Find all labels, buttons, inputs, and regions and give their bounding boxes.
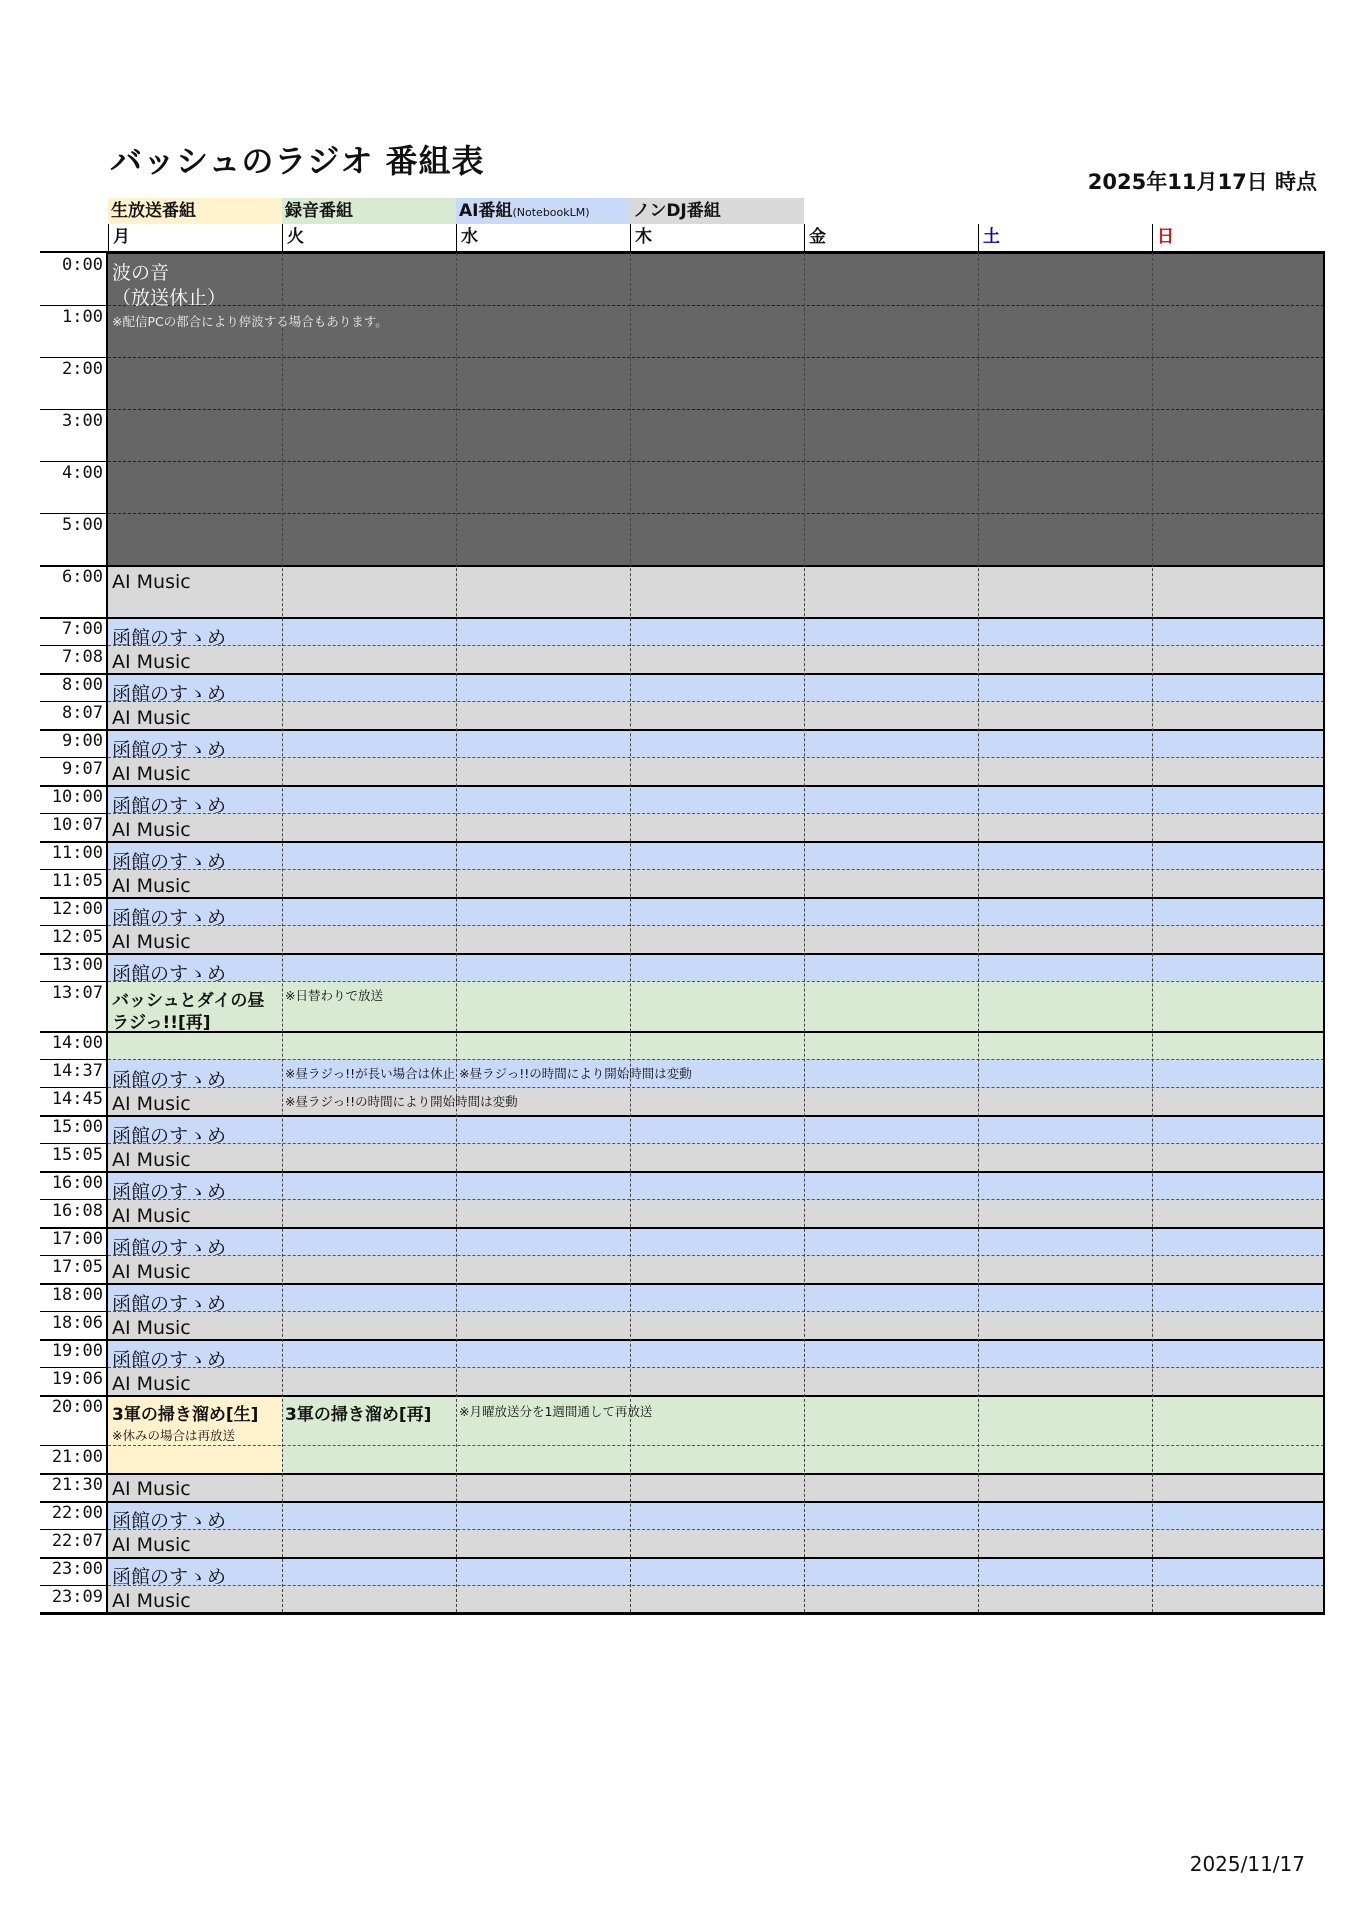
grid-row-line: [108, 1283, 1324, 1285]
time-label: 20:00: [51, 1397, 103, 1417]
time-row-line: [40, 1612, 108, 1615]
grid-row-line: [108, 1445, 1324, 1446]
time-label: 3:00: [62, 411, 103, 431]
grid-bottom-line: [108, 1612, 1324, 1615]
time-label: 23:00: [51, 1559, 103, 1579]
grid-row-line: [108, 841, 1324, 843]
day-label-sat: 土: [983, 227, 1000, 247]
program-ai-music-0708: AI Music: [112, 651, 191, 673]
time-label: 10:00: [51, 787, 103, 807]
time-label: 0:00: [62, 255, 103, 275]
grid-row-line: [108, 617, 1324, 619]
time-row-line: [40, 617, 108, 619]
grid-row-line: [108, 1501, 1324, 1503]
time-row-line: [40, 1311, 108, 1312]
grid-row-line: [108, 981, 1324, 982]
time-row-line: [40, 953, 108, 955]
program-ai-music-1205: AI Music: [112, 931, 191, 953]
hiru-note: ※日替わりで放送: [285, 988, 383, 1003]
time-label: 17:00: [51, 1229, 103, 1249]
program-ai-music-1445: AI Music: [112, 1093, 191, 1115]
time-label: 9:07: [62, 759, 103, 779]
program-hakodate-2300: 函館のすゝめ: [112, 1566, 227, 1588]
day-col-line: [804, 253, 805, 1612]
time-row-line: [40, 1227, 108, 1229]
time-label: 19:06: [51, 1369, 103, 1389]
schedule-band: [108, 1199, 1324, 1227]
day-label: 火: [287, 227, 304, 247]
grid-row-line: [108, 1585, 1324, 1586]
grid-row-line: [108, 1367, 1324, 1368]
grid-row-line: [108, 813, 1324, 814]
schedule-band: [108, 1311, 1324, 1339]
time-row-line: [40, 1367, 108, 1368]
time-row-line: [40, 1255, 108, 1256]
grid-row-line: [108, 925, 1324, 926]
grid-row-line: [108, 869, 1324, 870]
program-ai-music-0907: AI Music: [112, 763, 191, 785]
time-label: 12:05: [51, 927, 103, 947]
time-row-line: [40, 701, 108, 702]
time-row-line: [40, 565, 108, 567]
schedule-band: [108, 701, 1324, 729]
time-label: 17:05: [51, 1257, 103, 1277]
schedule-band: [108, 645, 1324, 673]
program-sangun-live: 3軍の掃き溜め[生]: [112, 1405, 259, 1425]
time-row-line: [40, 1059, 108, 1060]
grid-row-line: [108, 1143, 1324, 1144]
grid-row-line: [108, 565, 1324, 567]
program-hakodate-1000: 函館のすゝめ: [112, 795, 227, 817]
time-row-line: [40, 981, 108, 982]
program-hakodate-2200: 函館のすゝめ: [112, 1510, 227, 1532]
time-row-line: [40, 1031, 108, 1033]
time-label: 18:00: [51, 1285, 103, 1305]
program-hakodate-1600: 函館のすゝめ: [112, 1181, 227, 1203]
legend-ai-label: AI番組: [459, 201, 513, 221]
time-label: 8:00: [62, 675, 103, 695]
time-label: 22:00: [51, 1503, 103, 1523]
grid-row-line: [108, 1557, 1324, 1559]
time-row-line: [40, 1115, 108, 1117]
program-ai-music-0600: AI Music: [112, 571, 191, 593]
time-label: 4:00: [62, 463, 103, 483]
time-row-line: [40, 841, 108, 843]
grid-row-line: [108, 305, 1324, 306]
schedule-band: [108, 757, 1324, 785]
time-label: 7:08: [62, 647, 103, 667]
grid-row-line: [108, 357, 1324, 358]
program-ai-music-1505: AI Music: [112, 1149, 191, 1171]
day-label: 水: [461, 227, 478, 247]
legend-live-label: 生放送番組: [111, 201, 196, 221]
time-row-line: [40, 1283, 108, 1285]
schedule-band: [108, 1473, 1324, 1501]
schedule-band: [108, 1367, 1324, 1395]
program-ai-music-2130: AI Music: [112, 1478, 191, 1500]
time-label: 19:00: [51, 1341, 103, 1361]
legend-nondj-label: ノンDJ番組: [633, 201, 721, 221]
grid-row-line: [108, 785, 1324, 787]
program-wave-sound-sub: （放送休止）: [112, 287, 227, 309]
time-row-line: [40, 1445, 108, 1446]
time-row-line: [40, 305, 108, 306]
as-of-date: 2025年11月17日 時点: [1087, 170, 1317, 194]
grid-row-line: [108, 645, 1324, 646]
note-1445: ※昼ラジっ!!の時間により開始時間は変動: [285, 1094, 518, 1109]
wave-note: ※配信PCの都合により停波する場合もあります。: [112, 314, 388, 329]
time-label: 13:00: [51, 955, 103, 975]
time-row-line: [40, 813, 108, 814]
schedule-band: [108, 1339, 1324, 1367]
schedule-band: [108, 1585, 1324, 1613]
schedule-band: [108, 813, 1324, 841]
day-label: 月: [113, 227, 130, 247]
schedule-band: [108, 897, 1324, 925]
program-hakodate-1200: 函館のすゝめ: [112, 907, 227, 929]
program-ai-music-0807: AI Music: [112, 707, 191, 729]
time-row-line: [40, 1339, 108, 1341]
time-col-border: [106, 251, 108, 1615]
grid-row-line: [108, 729, 1324, 731]
schedule-band: [108, 617, 1324, 645]
schedule-band: [108, 729, 1324, 757]
time-row-line: [40, 1087, 108, 1088]
time-row-line: [40, 357, 108, 358]
program-ai-music-2207: AI Music: [112, 1534, 191, 1556]
grid-row-line: [108, 1473, 1324, 1475]
program-ai-music-1806: AI Music: [112, 1317, 191, 1339]
time-label: 22:07: [51, 1531, 103, 1551]
schedule-band: [108, 869, 1324, 897]
day-col-line: [282, 253, 283, 1612]
time-label: 21:30: [51, 1475, 103, 1495]
day-label: 金: [809, 227, 826, 247]
grid-row-line: [108, 1255, 1324, 1256]
grid-row-line: [108, 757, 1324, 758]
day-col-line: [978, 253, 979, 1612]
sangun-rerun-note: ※月曜放送分を1週間通して再放送: [459, 1404, 653, 1419]
grid-row-line: [108, 1199, 1324, 1200]
program-ai-music-1608: AI Music: [112, 1205, 191, 1227]
grid-row-line: [108, 897, 1324, 899]
time-label: 13:07: [51, 983, 103, 1003]
time-row-line: [40, 1529, 108, 1530]
program-hakodate-0700: 函館のすゝめ: [112, 627, 227, 649]
time-label: 9:00: [62, 731, 103, 751]
grid-row-line: [108, 701, 1324, 702]
time-label: 15:00: [51, 1117, 103, 1137]
time-label: 23:09: [51, 1587, 103, 1607]
schedule-band: [108, 1529, 1324, 1557]
program-hakodate-1900: 函館のすゝめ: [112, 1349, 227, 1371]
time-label: 21:00: [51, 1447, 103, 1467]
time-row-line: [40, 1473, 108, 1475]
time-label: 16:08: [51, 1201, 103, 1221]
time-label: 11:05: [51, 871, 103, 891]
grid-row-line: [108, 1031, 1324, 1033]
program-hakodate-1800: 函館のすゝめ: [112, 1293, 227, 1315]
day-label-sun: 日: [1157, 227, 1174, 247]
grid-row-line: [108, 953, 1324, 955]
schedule-band: [108, 953, 1324, 981]
time-row-line: [40, 645, 108, 646]
time-label: 12:00: [51, 899, 103, 919]
schedule-band: [108, 1227, 1324, 1255]
time-row-line: [40, 897, 108, 899]
grid-row-line: [108, 1115, 1324, 1117]
grid-row-line: [108, 1059, 1324, 1060]
schedule-band: [108, 925, 1324, 953]
time-row-line: [40, 251, 108, 253]
legend-ai-sub: (NotebookLM): [512, 206, 590, 219]
schedule-band: [108, 673, 1324, 701]
schedule-band: [108, 1143, 1324, 1171]
program-hakodate-1300: 函館のすゝめ: [112, 963, 227, 985]
program-ai-music-1705: AI Music: [112, 1261, 191, 1283]
time-label: 2:00: [62, 359, 103, 379]
grid-row-line: [108, 1171, 1324, 1173]
time-label: 14:37: [51, 1061, 103, 1081]
time-row-line: [40, 869, 108, 870]
day-label: 木: [635, 227, 652, 247]
note-1437: ※昼ラジっ!!が長い場合は休止 ※昼ラジっ!!の時間により開始時間は変動: [285, 1066, 692, 1081]
grid-row-line: [108, 409, 1324, 410]
program-hakodate-1100: 函館のすゝめ: [112, 851, 227, 873]
time-row-line: [40, 461, 108, 462]
program-hakodate-1437: 函館のすゝめ: [112, 1069, 227, 1091]
grid-top-line: [108, 251, 1324, 254]
program-hakodate-1500: 函館のすゝめ: [112, 1125, 227, 1147]
program-hakodate-0900: 函館のすゝめ: [112, 739, 227, 761]
time-row-line: [40, 673, 108, 675]
time-label: 6:00: [62, 567, 103, 587]
time-row-line: [40, 1557, 108, 1559]
sangun-live-note: ※休みの場合は再放送: [112, 1428, 235, 1443]
time-label: 15:05: [51, 1145, 103, 1165]
schedule-band: [108, 785, 1324, 813]
schedule-band: [108, 1557, 1324, 1585]
time-label: 8:07: [62, 703, 103, 723]
schedule-band: [108, 841, 1324, 869]
schedule-band: [108, 1171, 1324, 1199]
legend-recorded-label: 録音番組: [285, 201, 353, 221]
grid-row-line: [108, 1529, 1324, 1530]
time-row-line: [40, 785, 108, 787]
program-ai-music-1906: AI Music: [112, 1373, 191, 1395]
grid-row-line: [108, 461, 1324, 462]
time-label: 18:06: [51, 1313, 103, 1333]
grid-row-line: [108, 1395, 1324, 1397]
schedule-band: [108, 1255, 1324, 1283]
schedule-band: [108, 565, 1324, 617]
program-hiru-radio-sub: ラジっ!![再]: [112, 1013, 211, 1033]
schedule-band: [108, 1283, 1324, 1311]
grid-row-line: [108, 513, 1324, 514]
time-row-line: [40, 1585, 108, 1586]
time-label: 1:00: [62, 307, 103, 327]
time-row-line: [40, 1199, 108, 1200]
time-row-line: [40, 1171, 108, 1173]
program-sangun-rerun: 3軍の掃き溜め[再]: [285, 1405, 432, 1425]
time-label: 5:00: [62, 515, 103, 535]
time-label: 10:07: [51, 815, 103, 835]
program-hakodate-0800: 函館のすゝめ: [112, 683, 227, 705]
time-label: 14:45: [51, 1089, 103, 1109]
grid-row-line: [108, 1087, 1324, 1088]
schedule-band: [108, 1115, 1324, 1143]
time-row-line: [40, 1143, 108, 1144]
time-label: 14:00: [51, 1033, 103, 1053]
program-ai-music-1007: AI Music: [112, 819, 191, 841]
program-hiru-radio: バッシュとダイの昼: [112, 991, 265, 1011]
time-row-line: [40, 729, 108, 731]
day-col-line: [456, 253, 457, 1612]
page-title: バッシュのラジオ 番組表: [110, 142, 485, 180]
time-row-line: [40, 513, 108, 514]
time-row-line: [40, 925, 108, 926]
time-label: 16:00: [51, 1173, 103, 1193]
time-row-line: [40, 1395, 108, 1397]
program-hakodate-1700: 函館のすゝめ: [112, 1237, 227, 1259]
grid-row-line: [108, 673, 1324, 675]
day-col-line: [1152, 253, 1153, 1612]
program-ai-music-2309: AI Music: [112, 1590, 191, 1612]
time-row-line: [40, 757, 108, 758]
time-row-line: [40, 1501, 108, 1503]
time-label: 11:00: [51, 843, 103, 863]
footer-date: 2025/11/17: [1189, 1852, 1305, 1876]
program-wave-sound: 波の音: [112, 262, 170, 284]
grid-row-line: [108, 1311, 1324, 1312]
time-row-line: [40, 409, 108, 410]
grid-row-line: [108, 1227, 1324, 1229]
program-ai-music-1105: AI Music: [112, 875, 191, 897]
grid-row-line: [108, 1339, 1324, 1341]
time-label: 7:00: [62, 619, 103, 639]
grid-right-border: [1323, 251, 1325, 1615]
schedule-band: [108, 1501, 1324, 1529]
